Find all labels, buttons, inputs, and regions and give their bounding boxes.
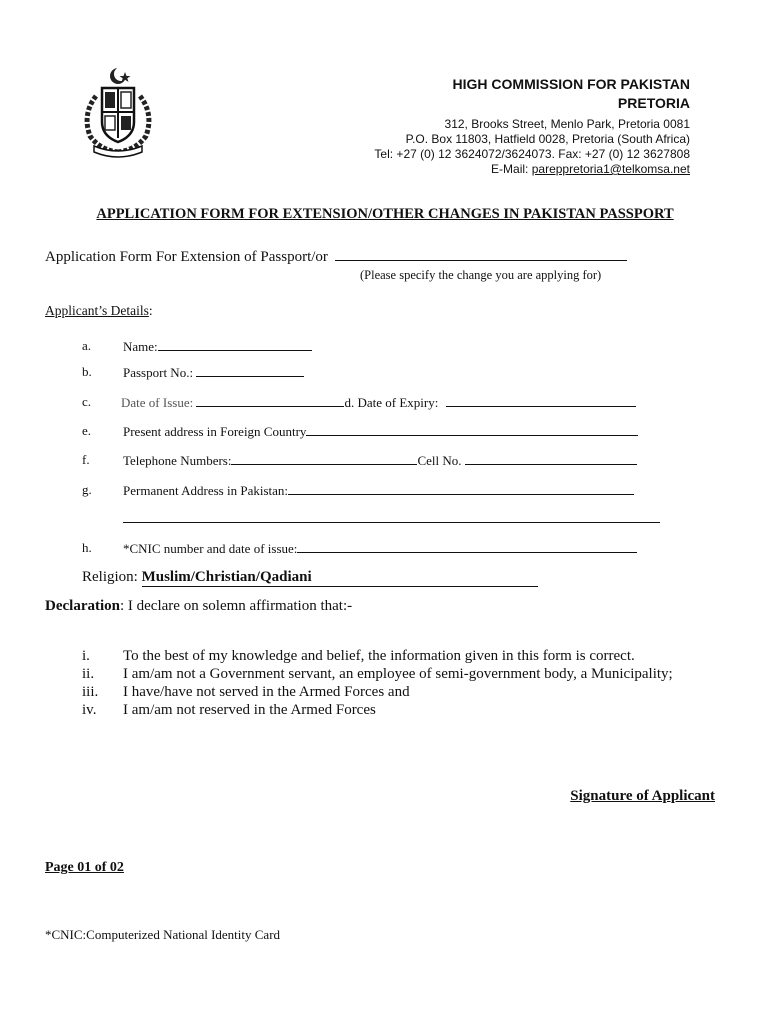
org-address-line1: 312, Brooks Street, Menlo Park, Pretoria 0081 xyxy=(444,117,690,131)
telephone-field[interactable] xyxy=(231,452,417,465)
email-label: E-Mail: xyxy=(491,162,532,176)
passport-label: Passport No.: xyxy=(123,365,197,380)
field-key: a. xyxy=(82,338,92,353)
field-key: f. xyxy=(82,452,90,467)
declaration-item-text: I am/am not reserved in the Armed Forces xyxy=(123,702,376,718)
field-key: c. xyxy=(82,394,92,409)
applicant-heading-text: Applicant’s Details xyxy=(45,303,149,318)
issue-date-label: Date of Issue: xyxy=(121,395,197,410)
applicant-heading-colon: : xyxy=(148,303,153,318)
org-address-line2: P.O. Box 11803, Hatfield 0028, Pretoria (South Africa) xyxy=(405,132,690,146)
footnote: *CNIC:Computerized National Identity Card xyxy=(45,927,281,942)
religion-options[interactable]: Muslim/Christian/Qadiani xyxy=(142,569,538,587)
intro-label: Application Form For Extension of Passport/or xyxy=(45,249,328,265)
expiry-date-label: d. Date of Expiry: xyxy=(344,395,442,410)
foreign-address-label: Present address in Foreign Country xyxy=(123,424,307,439)
change-type-field[interactable] xyxy=(335,248,627,261)
org-name-line1: HIGH COMMISSION FOR PAKISTAN xyxy=(452,76,690,92)
pak-address-field[interactable] xyxy=(288,482,634,495)
cnic-field[interactable] xyxy=(297,540,637,553)
page-number: Page 01 of 02 xyxy=(45,860,124,875)
passport-number-field[interactable] xyxy=(196,364,304,377)
cell-label: Cell No. xyxy=(417,453,462,468)
declaration-intro: : I declare on solemn affirmation that:- xyxy=(119,598,353,614)
signature-label: Signature of Applicant xyxy=(570,788,715,804)
intro-hint: (Please specify the change you are applying for) xyxy=(360,268,602,282)
field-key: h. xyxy=(82,540,92,555)
org-email xyxy=(491,162,690,176)
foreign-address-field[interactable] xyxy=(306,423,638,436)
email-link[interactable]: pareppretoria1@telkomsa.net xyxy=(531,162,690,176)
religion-line xyxy=(82,569,538,587)
religion-label: Religion: xyxy=(82,569,142,585)
declaration-item-text: I have/have not served in the Armed Forces and xyxy=(123,684,410,700)
declaration-item-text: I am/am not a Government servant, an employee of semi-government body, a Municipality; xyxy=(123,666,673,682)
telephone-label: Telephone Numbers: xyxy=(123,453,232,468)
intro-line xyxy=(45,248,627,266)
field-key: b. xyxy=(82,364,92,379)
field-key: e. xyxy=(82,423,92,438)
declaration-line xyxy=(45,598,352,615)
org-phone-fax: Tel: +27 (0) 12 3624072/3624073. Fax: +27 (0) 12 3627808 xyxy=(374,147,690,161)
field-key: g. xyxy=(82,482,92,497)
declaration-item-num: i. xyxy=(82,648,90,664)
form-title: APPLICATION FORM FOR EXTENSION/OTHER CHANGES IN PAKISTAN PASSPORT xyxy=(96,206,674,222)
pak-address-label: Permanent Address in Pakistan: xyxy=(123,483,289,498)
name-label: Name: xyxy=(123,339,158,354)
declaration-item-text: To the best of my knowledge and belief, the information given in this form is correct. xyxy=(123,648,635,664)
cnic-label: *CNIC number and date of issue: xyxy=(123,541,298,556)
declaration-item-num: iv. xyxy=(82,702,97,718)
org-name-line2: PRETORIA xyxy=(617,95,690,111)
state-emblem-icon xyxy=(72,66,164,158)
name-field[interactable] xyxy=(158,338,312,351)
declaration-label: Declaration xyxy=(45,598,120,614)
declaration-item-num: iii. xyxy=(82,684,99,700)
declaration-item-num: ii. xyxy=(82,666,95,682)
pak-address-field-line2[interactable] xyxy=(123,510,660,523)
applicant-heading xyxy=(45,303,153,319)
cell-field[interactable] xyxy=(465,452,637,465)
issue-date-field[interactable] xyxy=(196,394,344,407)
expiry-date-field[interactable] xyxy=(446,394,636,407)
